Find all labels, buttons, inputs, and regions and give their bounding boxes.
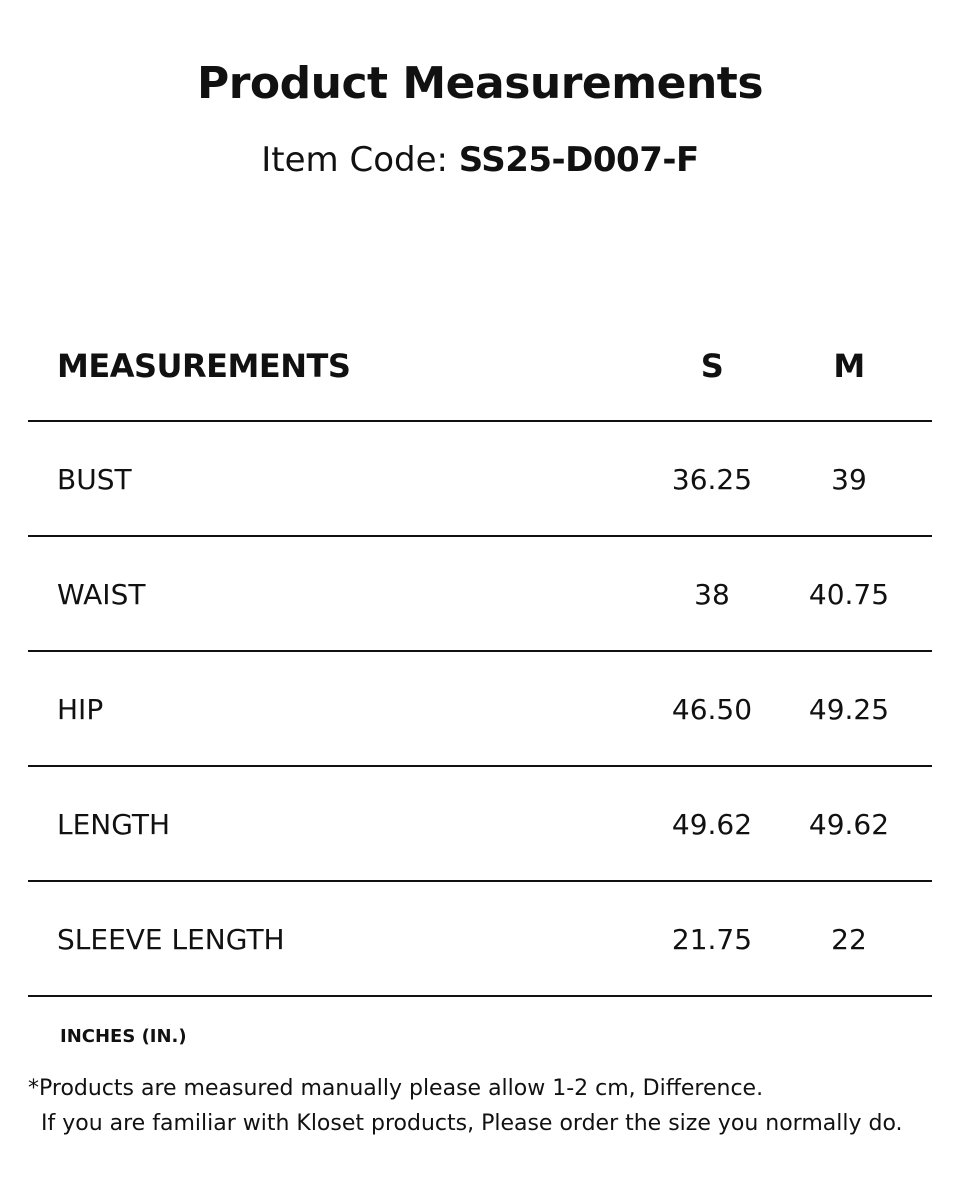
row-label: WAIST [57,578,146,611]
table-row [28,537,932,652]
row-label: SLEEVE LENGTH [57,923,285,956]
table-row [28,652,932,767]
header-size-s: S [700,346,724,385]
item-code-label: Item Code: [261,140,459,180]
table-row [28,767,932,882]
row-value-m: 49.62 [808,808,890,841]
item-code-value: SS25-D007-F [458,140,699,180]
row-value-m: 39 [831,463,867,496]
table-header-row [28,305,932,422]
row-value-s: 21.75 [671,923,753,956]
row-value-m: 40.75 [808,578,890,611]
row-label: LENGTH [57,808,171,841]
table-row [28,422,932,537]
row-value-s: 46.50 [671,693,753,726]
row-label: BUST [57,463,132,496]
item-code [0,138,960,182]
row-value-s: 49.62 [671,808,753,841]
page-title: Product Measurements [196,58,764,109]
measurements-table [28,305,932,997]
row-value-m: 49.25 [808,693,890,726]
row-value-m: 22 [831,923,867,956]
row-label: HIP [57,693,104,726]
header-size-m: M [833,346,865,385]
row-value-s: 36.25 [671,463,753,496]
sizing-note: If you are familiar with Kloset products, Please order the size you normally do. [41,1111,903,1136]
unit-label: INCHES (IN.) [60,1026,187,1047]
row-value-s: 38 [694,578,730,611]
disclaimer-note: *Products are measured manually please allow 1-2 cm, Difference. [28,1076,764,1101]
table-row [28,882,932,997]
header-measurements: MEASUREMENTS [57,346,351,385]
